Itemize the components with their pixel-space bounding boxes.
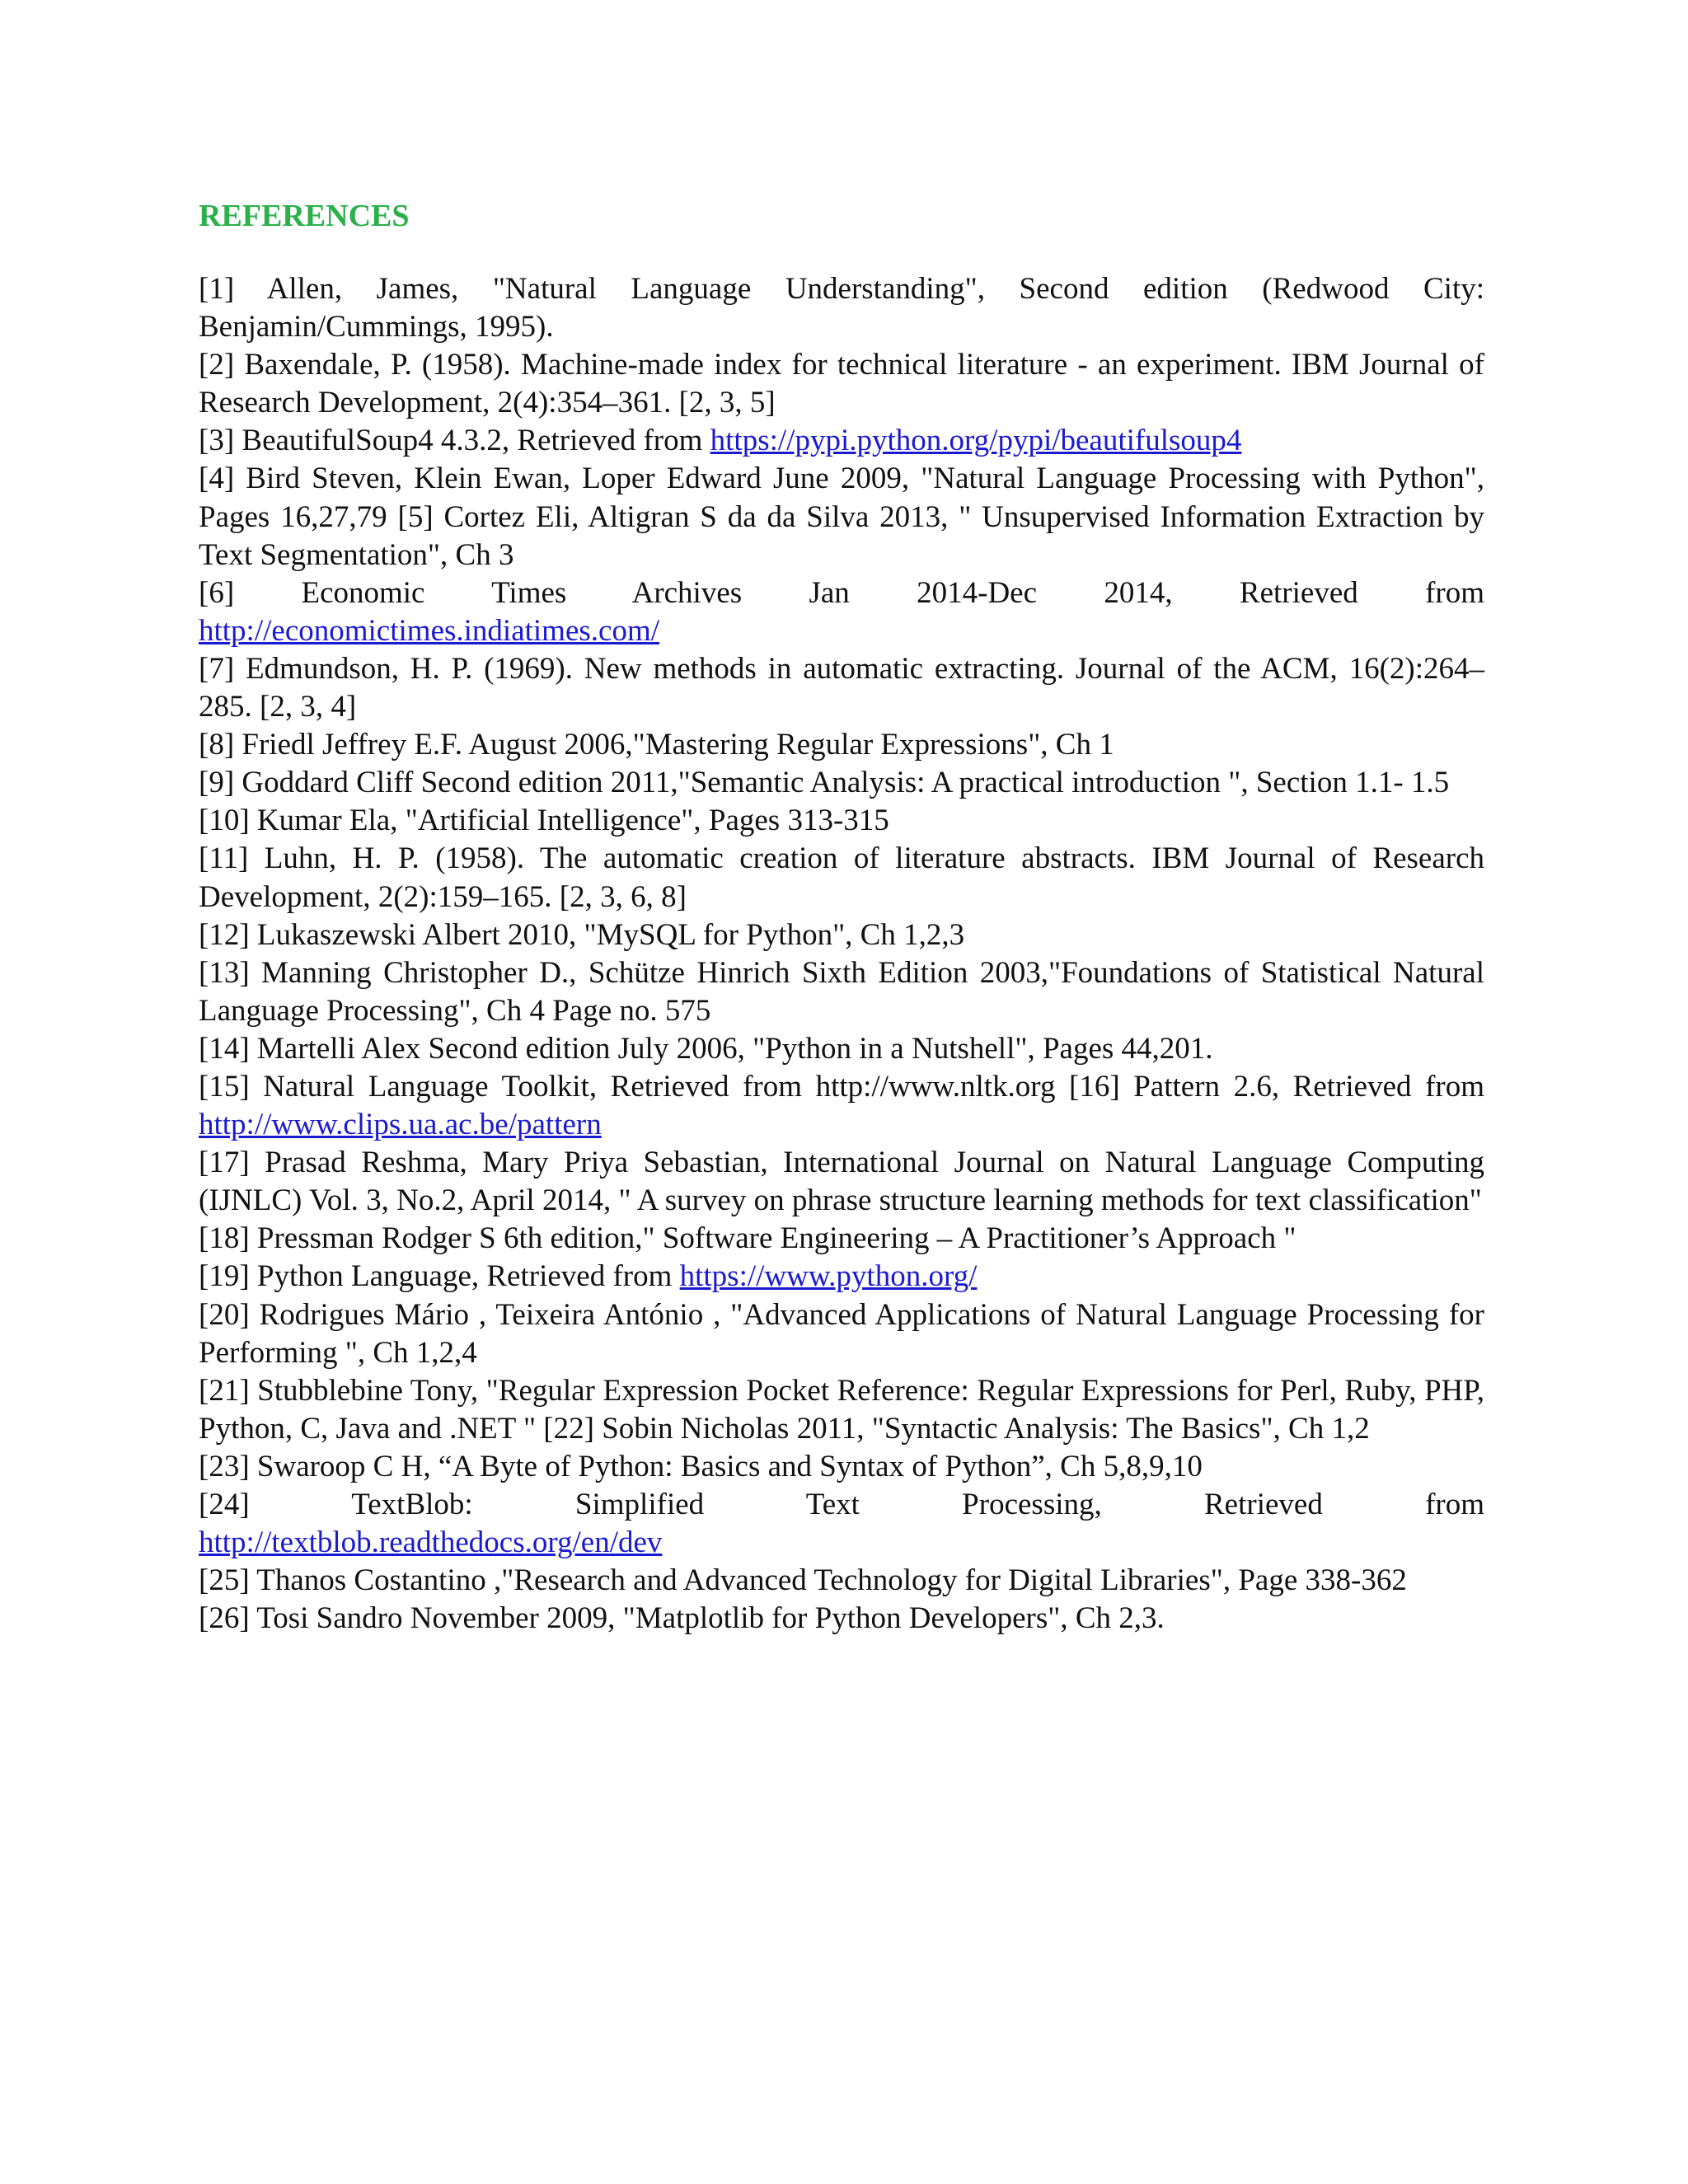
reference-entry xyxy=(199,764,1484,802)
reference-text: [8] Friedl Jeffrey E.F. August 2006,"Mastering Regular Expressions", Ch 1 xyxy=(199,728,1114,762)
reference-text: [10] Kumar Ela, "Artificial Intelligence", Pages 313-315 xyxy=(199,804,889,838)
reference-link[interactable]: https://pypi.python.org/pypi/beautifulsoup4 xyxy=(710,424,1242,458)
reference-text: [24] TextBlob: Simplified Text Processing, Retrieved from xyxy=(199,1488,1484,1521)
reference-text: [13] Manning Christopher D., Schütze Hinrich Sixth Edition 2003,"Foundations of Statistical Natural Language Processing", Ch 4 Page no. 575 xyxy=(199,955,1484,1028)
reference-text: [17] Prasad Reshma, Mary Priya Sebastian, International Journal on Natural Language Computing (IJNLC) Vol. 3, No.2, April 2014, " A survey on phrase structure learning methods for text classification" xyxy=(199,1146,1484,1218)
reference-text: [18] Pressman Rodger S 6th edition," Software Engineering – A Practitioner’s Approach " xyxy=(199,1221,1296,1256)
reference-text: [6] Economic Times Archives Jan 2014-Dec 2014, Retrieved from xyxy=(199,575,1484,610)
reference-entry xyxy=(199,1258,1484,1296)
reference-text: [15] Natural Language Toolkit, Retrieved from http://www.nltk.org [16] Pattern 2.6, Retrieved from xyxy=(199,1069,1484,1104)
reference-text: [20] Rodrigues Mário , Teixeira António , "Advanced Applications of Natural Language Processing for Performing ", Ch 1,2,4 xyxy=(199,1297,1484,1370)
reference-text: [23] Swaroop C H, “A Byte of Python: Basics and Syntax of Python”, Ch 5,8,9,10 xyxy=(199,1449,1203,1483)
reference-text: [12] Lukaszewski Albert 2010, "MySQL for Python", Ch 1,2,3 xyxy=(199,917,965,952)
reference-entry xyxy=(199,422,1484,460)
reference-entry xyxy=(199,1600,1484,1638)
reference-entry xyxy=(199,1562,1484,1600)
reference-text: [1] Allen, James, "Natural Language Understanding", Second edition (Redwood City: Benjamin/Cummings, 1995). xyxy=(199,272,1484,344)
reference-entry xyxy=(199,1486,1484,1562)
reference-entry xyxy=(199,1144,1484,1220)
reference-text: [11] Luhn, H. P. (1958). The automatic creation of literature abstracts. IBM Journal of Research Development, 2(2):159–165. [2, 3, 6, 8] xyxy=(199,841,1484,914)
reference-entry xyxy=(199,1030,1484,1068)
reference-link[interactable]: https://www.python.org/ xyxy=(679,1259,978,1294)
reference-text: [3] BeautifulSoup4 4.3.2, Retrieved from xyxy=(199,424,710,458)
reference-entry xyxy=(199,840,1484,916)
reference-link[interactable]: http://www.clips.ua.ac.be/pattern xyxy=(199,1108,602,1142)
reference-entry xyxy=(199,1220,1484,1258)
reference-entry xyxy=(199,954,1484,1030)
reference-text: [14] Martelli Alex Second edition July 2006, "Python in a Nutshell", Pages 44,201. xyxy=(199,1031,1213,1066)
reference-entry xyxy=(199,802,1484,840)
reference-entry xyxy=(199,270,1484,346)
reference-text: [19] Python Language, Retrieved from xyxy=(199,1259,680,1294)
references-page xyxy=(199,196,1484,1638)
reference-entry xyxy=(199,346,1484,422)
reference-text: [4] Bird Steven, Klein Ewan, Loper Edward June 2009, "Natural Language Processing with Python", Pages 16,27,79 [5] Cortez Eli, Altigran S da da Silva 2013, " Unsupervised Information Extraction by Text Segmentation", Ch 3 xyxy=(199,462,1484,572)
reference-entry xyxy=(199,460,1484,574)
reference-text: [2] Baxendale, P. (1958). Machine-made index for technical literature - an experiment. IBM Journal of Research Development, 2(4):354–361. [2, 3, 5] xyxy=(199,348,1484,420)
reference-entry xyxy=(199,1372,1484,1448)
reference-list xyxy=(199,270,1484,1638)
reference-text: [25] Thanos Costantino ,"Research and Advanced Technology for Digital Libraries", Page 338-362 xyxy=(199,1563,1407,1598)
reference-entry xyxy=(199,650,1484,726)
reference-text: [7] Edmundson, H. P. (1969). New methods in automatic extracting. Journal of the ACM, 16(2):264–285. [2, 3, 4] xyxy=(199,651,1484,724)
reference-link[interactable]: http://textblob.readthedocs.org/en/dev xyxy=(199,1526,663,1560)
reference-entry xyxy=(199,574,1484,650)
reference-entry xyxy=(199,1448,1484,1486)
page-title: REFERENCES xyxy=(199,199,410,233)
reference-text: [9] Goddard Cliff Second edition 2011,"Semantic Analysis: A practical introduction ", Section 1.1- 1.5 xyxy=(199,766,1450,800)
reference-entry xyxy=(199,726,1484,764)
reference-link[interactable]: http://economictimes.indiatimes.com/ xyxy=(199,613,660,648)
reference-text: [26] Tosi Sandro November 2009, "Matplotlib for Python Developers", Ch 2,3. xyxy=(199,1601,1165,1636)
reference-text: [21] Stubblebine Tony, "Regular Expression Pocket Reference: Regular Expressions for Perl, Ruby, PHP, Python, C, Java and .NET " [22] Sobin Nicholas 2011, "Syntactic Analysis: The Basics", Ch 1,2 xyxy=(199,1373,1484,1446)
reference-entry xyxy=(199,916,1484,954)
reference-entry xyxy=(199,1068,1484,1144)
reference-entry xyxy=(199,1296,1484,1372)
